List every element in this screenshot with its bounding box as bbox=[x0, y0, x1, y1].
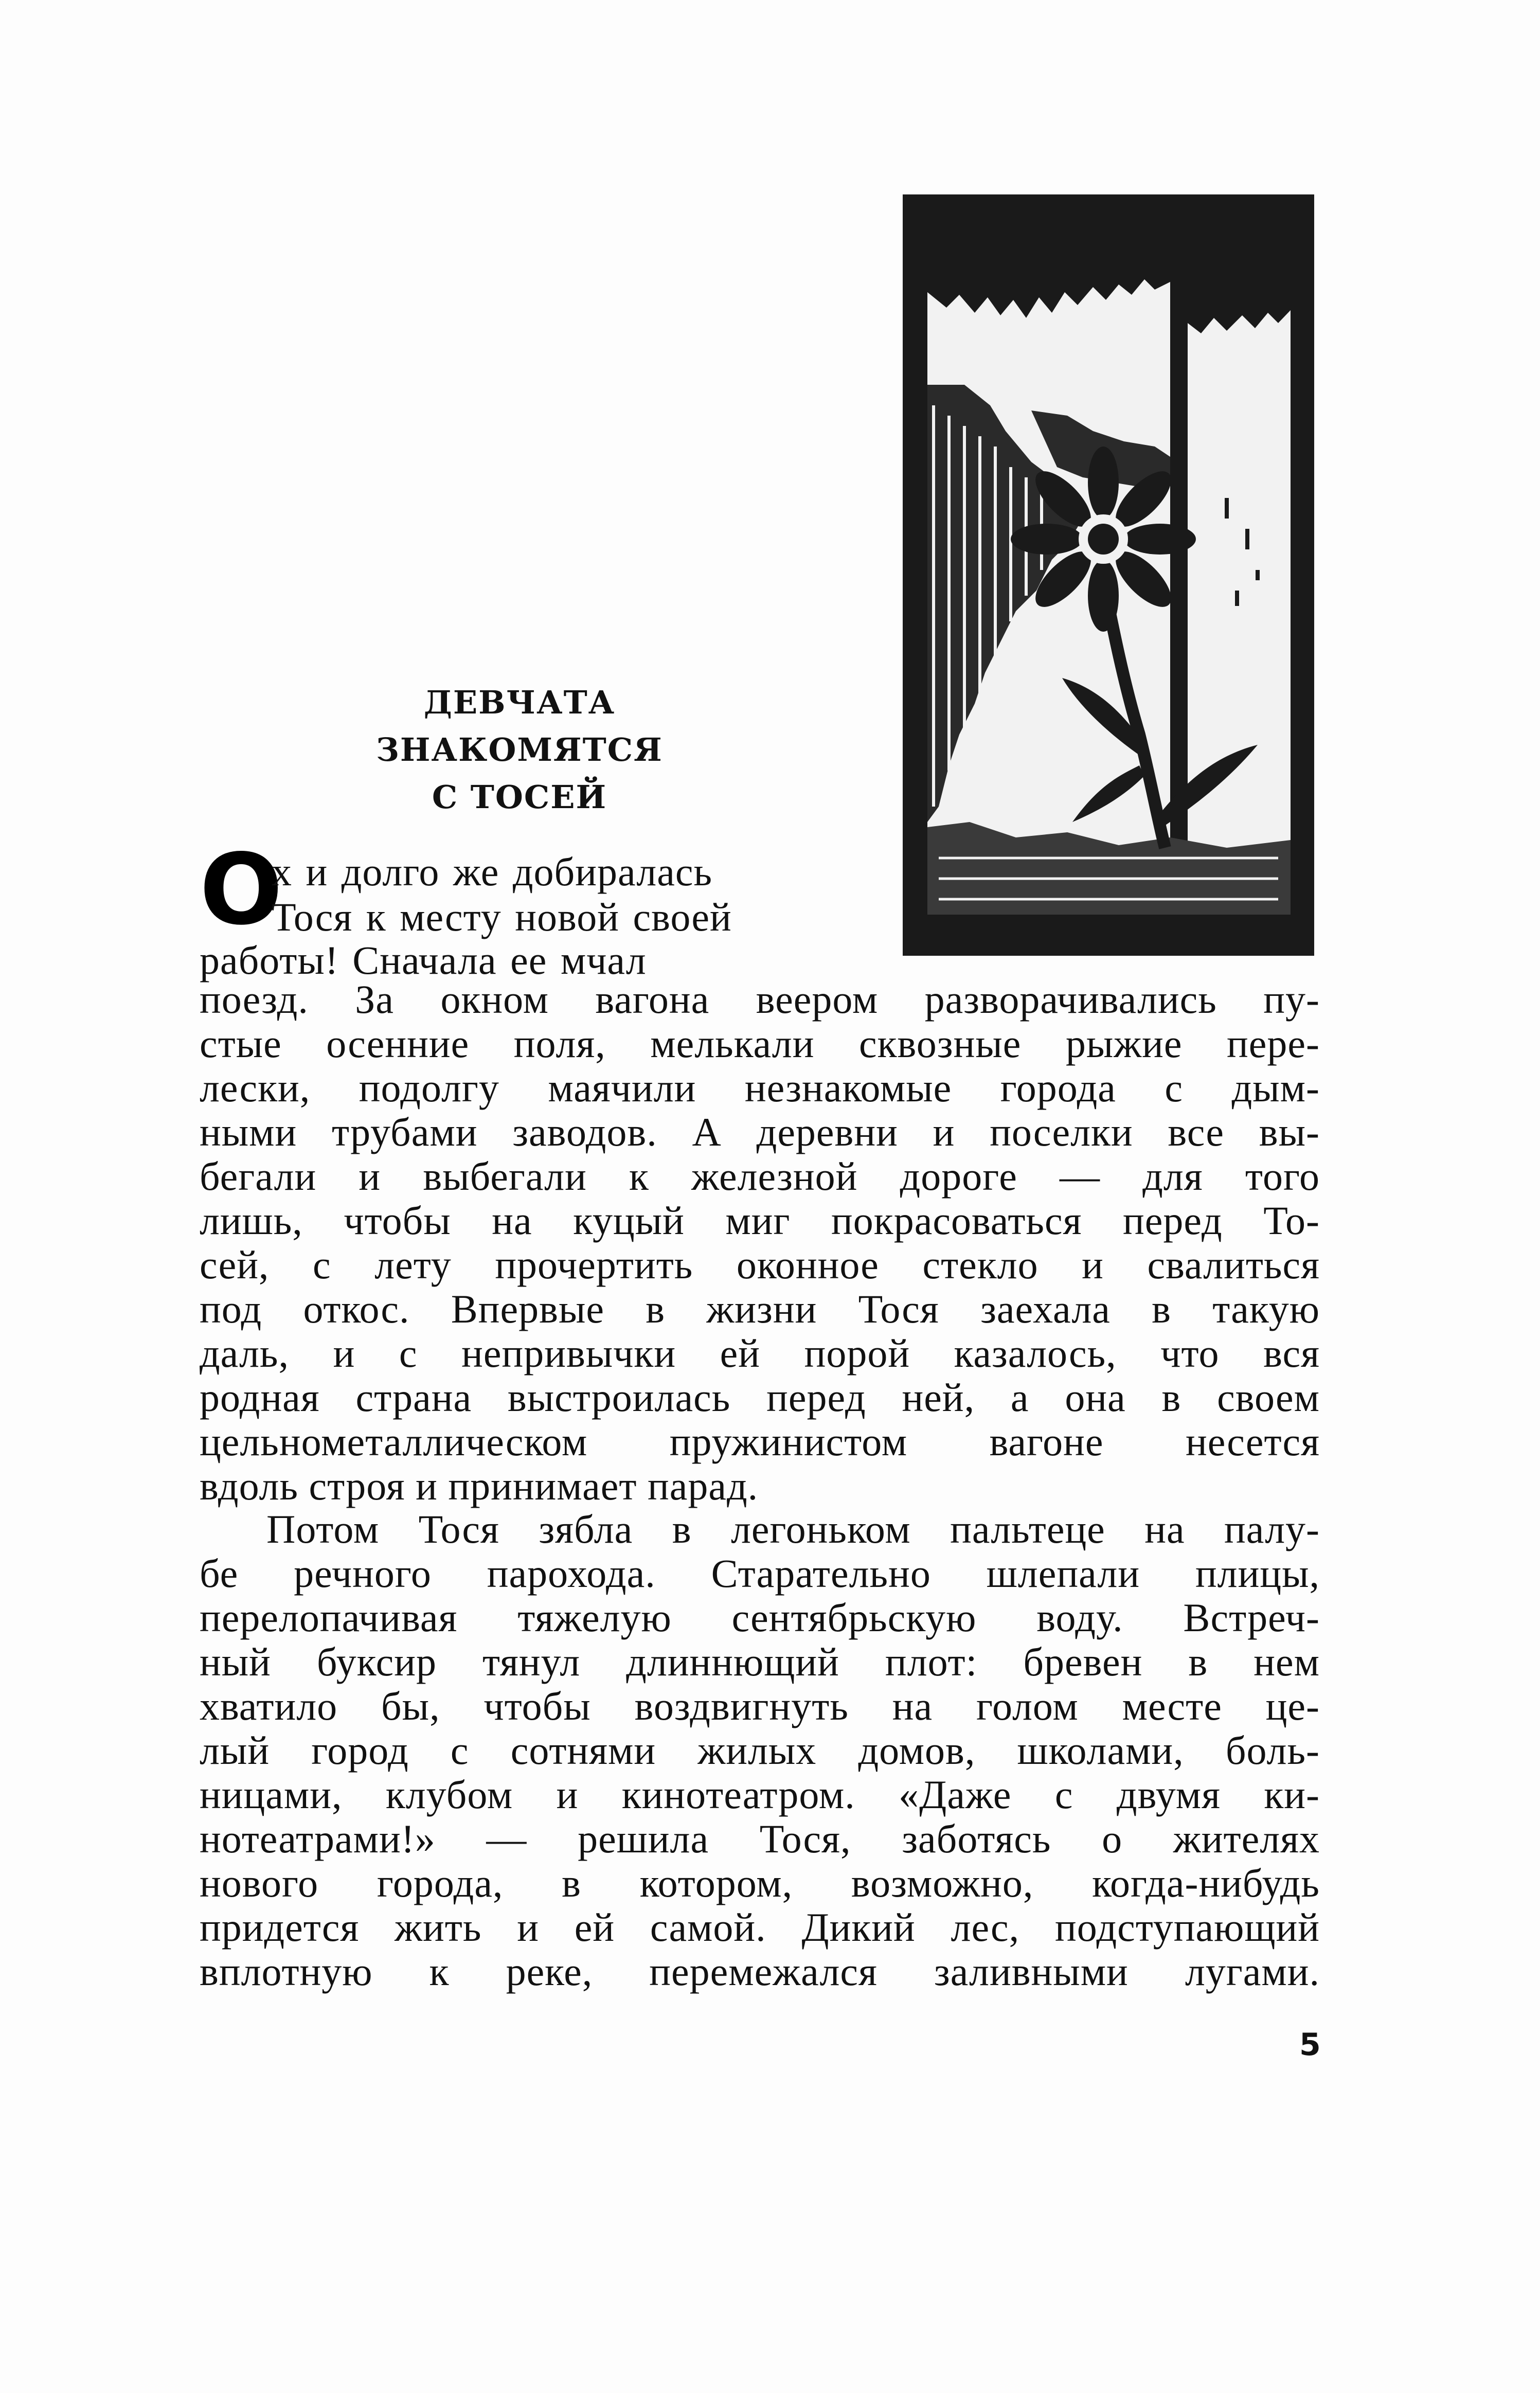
paragraph-2-line: придется жить и ей самой. Дикий лес, подступающий bbox=[200, 1905, 1320, 1950]
intro-line-1: х и долго же добиралась bbox=[272, 849, 713, 894]
paragraph-2-line: нотеатрами!» — решила Тося, заботясь о жителях bbox=[200, 1816, 1320, 1861]
paragraph-2-line: ницами, клубом и кинотеатром. «Даже с двумя ки- bbox=[200, 1772, 1320, 1817]
page-number: 5 bbox=[1299, 2027, 1321, 2063]
woodcut-flower-window-icon bbox=[898, 189, 1319, 961]
paragraph-1-line: ными трубами заводов. А деревни и поселки все вы- bbox=[200, 1110, 1320, 1154]
paragraph-2-line: Потом Тося зябла в легоньком пальтеце на палу- bbox=[266, 1507, 1320, 1551]
paragraph-1-line: под откос. Впервые в жизни Тося заехала в такую bbox=[200, 1287, 1320, 1331]
drop-cap: О bbox=[200, 833, 283, 947]
paragraph-1-line: лески, подолгу маячили незнакомые города с дым- bbox=[200, 1065, 1320, 1110]
paragraph-1-line: лишь, чтобы на куцый миг покрасоваться перед То- bbox=[200, 1198, 1320, 1243]
paragraph-2-line: бе речного парохода. Старательно шлепали плицы, bbox=[200, 1551, 1320, 1596]
paragraph-2-line: ный буксир тянул длиннющий плот: бревен в нем bbox=[200, 1639, 1320, 1684]
paragraph-1-line: сей, с лету прочертить оконное стекло и свалиться bbox=[200, 1242, 1320, 1287]
chapter-title-line-2: С ТОСЕЙ bbox=[432, 778, 607, 816]
paragraph-1-line: поезд. За окном вагона веером разворачивались пу- bbox=[200, 977, 1320, 1022]
paragraph-2-line: хватило бы, чтобы воздвигнуть на голом месте це- bbox=[200, 1684, 1320, 1728]
chapter-title bbox=[278, 679, 761, 821]
intro-line-2: Тося к месту новой своей bbox=[272, 895, 732, 939]
paragraph-1-line: даль, и с непривычки ей порой казалось, что вся bbox=[200, 1331, 1320, 1376]
paragraph-1-line: вдоль строя и принимает парад. bbox=[200, 1463, 759, 1508]
paragraph-1-line: цельнометаллическом пружинистом вагоне несется bbox=[200, 1419, 1320, 1464]
paragraph-1-line: бегали и выбегали к железной дороге — для того bbox=[200, 1154, 1320, 1199]
paragraph-2-line: нового города, в котором, возможно, когда-нибудь bbox=[200, 1861, 1320, 1905]
paragraph-2-line: вплотную к реке, перемежался заливными лугами. bbox=[200, 1949, 1320, 1994]
paragraph-2-line: лый город с сотнями жилых домов, школами, боль- bbox=[200, 1728, 1320, 1773]
paragraph-1 bbox=[200, 977, 1320, 1508]
paragraph-2 bbox=[200, 1507, 1320, 1994]
paragraph-2-line: перелопачивая тяжелую сентябрьскую воду. Встреч- bbox=[200, 1595, 1320, 1640]
intro-line-3: работы! Сначала ее мчал bbox=[200, 938, 647, 983]
paragraph-1-line: родная страна выстроилась перед ней, а она в своем bbox=[200, 1375, 1320, 1420]
chapter-title-line-1: ДЕВЧАТА ЗНАКОМЯТСЯ bbox=[376, 684, 663, 769]
paragraph-1-line: стые осенние поля, мелькали сквозные рыжие пере- bbox=[200, 1021, 1320, 1066]
